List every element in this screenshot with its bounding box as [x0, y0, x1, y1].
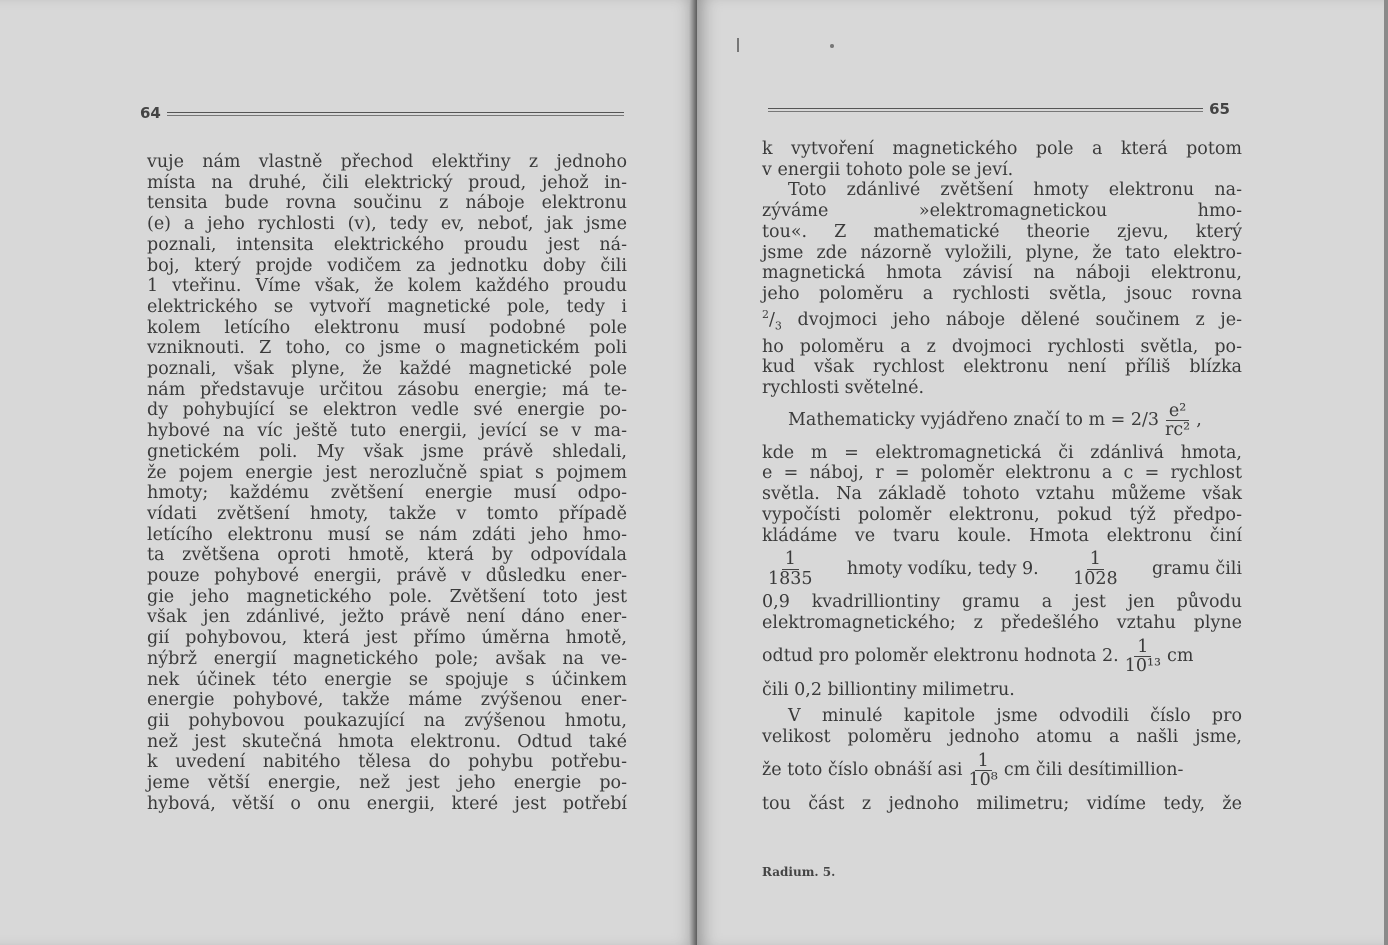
- text-line: 0,9 kvadrilliontiny gramu a jest jen původu: [762, 592, 1242, 613]
- text-line: místa na druhé, čili elektrický proud, jehož in-: [147, 172, 627, 193]
- paper-speck: [830, 44, 834, 48]
- equation-text: odtud pro poloměr elektronu hodnota 2.: [762, 646, 1119, 667]
- text-line: zýváme »elektromagnetickou hmo-: [762, 201, 1242, 222]
- fraction-denominator: 10⁸: [968, 770, 998, 791]
- fraction-denominator: rc²: [1165, 420, 1191, 441]
- equation-line: [762, 748, 1242, 794]
- equation-text: Mathematicky vyjádřeno značí to m = 2/3: [788, 410, 1160, 431]
- equation-text: hmoty vodíku, tedy 9.: [846, 558, 1039, 579]
- text-line: gnetickém poli. My však jsme právě shledali,: [147, 441, 627, 462]
- text-line: energie pohybové, takže máme zvýšenou ener-: [147, 690, 627, 711]
- text-line: vzniknouti. Z toho, co jsme o magnetickém poli: [147, 338, 627, 359]
- text-line: v energii tohoto pole se jeví.: [762, 159, 1014, 180]
- text-line: letícího elektronu musí se nám zdáti jeho hmo-: [147, 524, 627, 545]
- text-line: gií pohybovou, která jest přímo úměrna hmotě,: [147, 628, 627, 649]
- text-line: jsme zde názorně vyložili, plyne, že tato elektro-: [762, 242, 1242, 263]
- text-line: vuje nám vlastně přechod elektřiny z jednoho: [147, 152, 627, 172]
- text-line: vypočísti poloměr elektronu, pokud týž předpo-: [762, 504, 1242, 525]
- paper-speck: [737, 38, 739, 52]
- text-line-tail: dvojmoci jeho náboje dělené součinem z je-: [797, 309, 1242, 330]
- text-line: hmoty; každému zvětšení energie musí odpo-: [147, 483, 627, 504]
- equation-line: [762, 399, 1242, 443]
- fraction: [765, 550, 816, 588]
- text-line: (e) a jeho rychlosti (v), tedy ev, neboť, jak jsme: [147, 214, 627, 235]
- text-line: tou část z jednoho milimetru; vidíme tedy, že: [762, 793, 1242, 814]
- page-edge: [1384, 0, 1388, 945]
- text-line: vídati zvětšení hmoty, takže v tomto případě: [147, 503, 627, 524]
- text-line: boj, který projde vodičem za jednotku doby čili: [147, 255, 627, 276]
- text-line: že pojem energie jest nerozlučně spiat s pojmem: [147, 462, 627, 483]
- text-line: tensita bude rovna součinu z náboje elektronu: [147, 193, 627, 214]
- text-line: kládáme ve tvaru koule. Hmota elektronu činí: [762, 525, 1242, 546]
- fraction-numerator: e²: [1166, 402, 1189, 421]
- text-line: hybové na víc ještě tuto energii, jevící se v ma-: [147, 421, 627, 442]
- text-line: jeme větší energie, než jest jeho energie po-: [147, 773, 627, 794]
- header-rule: [768, 108, 1203, 112]
- text-line: než jest skutečná hmota elektronu. Odtud také: [147, 731, 627, 752]
- right-page-body: [762, 139, 1242, 815]
- text-line: rychlosti světelné.: [762, 378, 925, 399]
- text-line: tou«. Z mathematické theorie zjevu, který: [762, 221, 1242, 242]
- fraction: [1070, 550, 1121, 588]
- text-line: jeho poloměru a rychlosti světla, jsouc rovna: [762, 283, 1242, 304]
- fraction: [1162, 402, 1193, 440]
- text-line: nek účinek této energie se spojuje s účinkem: [147, 669, 627, 690]
- text-line: elektrického se vytvoří magnetické pole, tedy i: [147, 296, 627, 317]
- fraction-numerator: 1: [975, 752, 992, 771]
- equation-line: [762, 546, 1242, 592]
- fraction-denominator: 1028: [1073, 568, 1118, 589]
- text-line: ho poloměru a z dvojmoci rychlosti světla, po-: [762, 336, 1242, 357]
- text-line: velikost poloměru jednoho atomu a našli jsme,: [762, 727, 1242, 748]
- text-line: poznali, intensita elektrického proudu jest ná-: [147, 234, 627, 255]
- text-line: ta zvětšena oproti hmotě, která by odpovídala: [147, 545, 627, 566]
- text-line: však jen zdánlivé, ježto právě není dáno ener-: [147, 607, 627, 628]
- text-line: poznali, však plyne, že každé magnetické pole: [147, 359, 627, 380]
- text-line: hybová, větší o onu energii, které jest potřebí: [147, 793, 627, 814]
- equation-tail: ,: [1196, 410, 1202, 431]
- left-page-header: [140, 104, 630, 122]
- text-line: kolem letícího elektronu musí podobné pole: [147, 317, 627, 338]
- fraction-denominator: 10¹³: [1124, 656, 1162, 677]
- fraction: [1122, 638, 1164, 676]
- text-line: $^2/_3$ dvojmoci jeho náboje dělené součinem z je-: [762, 307, 1242, 332]
- text-line: nýbrž energií magnetického pole; avšak na ve-: [147, 648, 627, 669]
- fraction-numerator: 1: [1134, 638, 1151, 657]
- text-line: pouze pohybové energii, právě v důsledku ener-: [147, 566, 627, 587]
- fraction-numerator: 1: [782, 550, 799, 569]
- right-page-header: [762, 100, 1230, 118]
- text-line: magnetická hmota závisí na náboji elektronu,: [762, 263, 1242, 284]
- header-rule: [167, 112, 624, 116]
- text-line: Toto zdánlivé zvětšení hmoty elektronu na-: [788, 180, 1242, 201]
- text-line: k uvedení nabitého tělesa do pohybu potřebu-: [147, 752, 627, 773]
- left-page-body: [147, 152, 627, 815]
- fraction: [966, 752, 1001, 790]
- equation-tail: gramu čili: [1151, 558, 1242, 579]
- text-line: elektromagnetického; z předešlého vztahu plyne: [762, 612, 1242, 633]
- left-page-number: 64: [140, 104, 161, 122]
- text-line: kde m = elektromagnetická či zdánlivá hmota,: [762, 442, 1242, 463]
- text-line: čili 0,2 billiontiny milimetru.: [762, 679, 1015, 700]
- text-line: V minulé kapitole jsme odvodili číslo pro: [788, 706, 1242, 727]
- text-line: kud však rychlost elektronu není příliš blízka: [762, 357, 1242, 378]
- equation-line: [762, 634, 1242, 680]
- text-line: e = náboj, r = poloměr elektronu a c = rychlost: [762, 463, 1242, 484]
- equation-text: že toto číslo obnáší asi: [762, 760, 963, 781]
- text-line: světla. Na základě tohoto vztahu můžeme však: [762, 484, 1242, 505]
- fraction-numerator: 1: [1087, 550, 1104, 569]
- text-line: nám představuje určitou zásobu energie; má te-: [147, 379, 627, 400]
- text-line: dy pohybující se elektron vedle své energie po-: [147, 400, 627, 421]
- equation-tail: cm čili desítimillion-: [1003, 760, 1184, 781]
- equation-tail: cm: [1167, 646, 1194, 667]
- text-line: 1 vteřinu. Víme však, že kolem každého proudu: [147, 276, 627, 297]
- text-line: gie jeho magnetického pole. Zvětšení toto jest: [147, 586, 627, 607]
- page-footer-signature: Radium. 5.: [762, 865, 836, 879]
- text-line: gii pohybovou poukazující na zvýšenou hmotu,: [147, 710, 627, 731]
- right-page-number: 65: [1209, 100, 1230, 118]
- text-line: k vytvoření magnetického pole a která potom: [762, 139, 1242, 159]
- fraction-denominator: 1835: [768, 568, 813, 589]
